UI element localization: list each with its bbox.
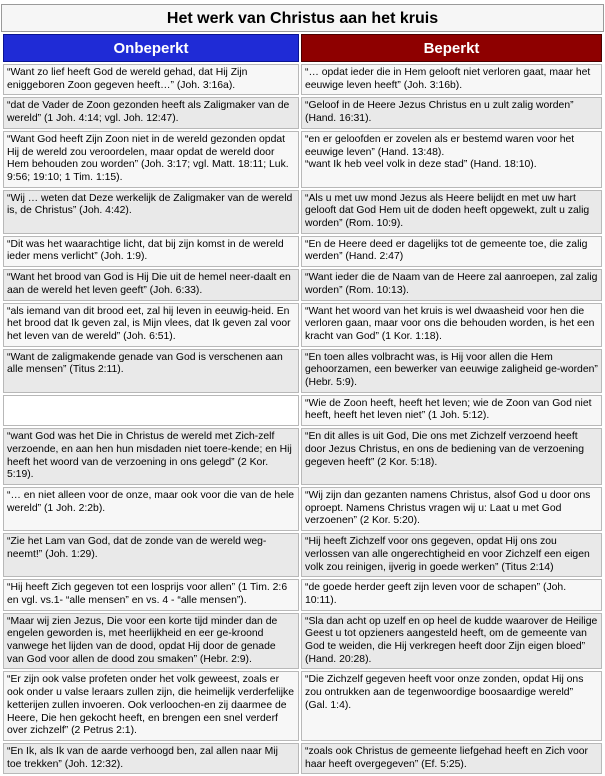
quote-limited-cell: “Want ieder die de Naam van de Heere zal aanroepen, zal zalig worden” (Rom. 10:13).: [301, 269, 602, 300]
quote-unlimited-cell: “Want God heeft Zijn Zoon niet in de wereld gezonden opdat Hij de wereld zou veroordelen, maar opdat de wereld door Hem behouden zou worden” (Joh. 3:17; vgl. Matt. 18:11; Luk. 9:56; 19:10; 1 Tim. 1:15).: [3, 131, 299, 188]
quote-unlimited-cell: “Zie het Lam van God, dat de zonde van de wereld weg-neemt!” (Joh. 1:29).: [3, 533, 299, 577]
quote-unlimited-cell: “… en niet alleen voor de onze, maar ook voor die van de hele wereld” (1 Joh. 2:2b).: [3, 487, 299, 531]
table-row: [3, 190, 602, 234]
quote-limited-cell: “Geloof in de Heere Jezus Christus en u zult zalig worden” (Hand. 16:31).: [301, 97, 602, 128]
quote-limited-cell: “Wij zijn dan gezanten namens Christus, alsof God u door ons oproept. Namens Christus vragen wij u: Laat u met God verzoenen” (2 Kor. 5:20).: [301, 487, 602, 531]
quote-unlimited-cell: “Er zijn ook valse profeten onder het volk geweest, zoals er ook onder u valse leraars zullen zijn, die heimelijk verderfelijke ketterijen zullen invoeren. Ook verloochen-en zij daarmee de Heere, Die hen gekocht heeft, en brengen een snel verderf over zichzelf” (2 Petrus 2:1).: [3, 671, 299, 741]
quote-limited-cell: “Die Zichzelf gegeven heeft voor onze zonden, opdat Hij ons zou ontrukken aan de tegenwoordige boosaardige wereld” (Gal. 1:4).: [301, 671, 602, 741]
table-row: [3, 269, 602, 300]
table-row: [3, 487, 602, 531]
table-row: [3, 395, 602, 426]
table-row: [3, 743, 602, 774]
quote-limited-cell: “En dit alles is uit God, Die ons met Zichzelf verzoend heeft door Jezus Christus, en ons de bediening van de verzoening gegeven heeft” (2 Kor. 5:18).: [301, 428, 602, 485]
quote-limited-cell: “Sla dan acht op uzelf en op heel de kudde waarover de Heilige Geest u tot opzieners aangesteld heeft, om de gemeente van God te weiden, die Hij verkregen heeft door Zijn eigen bloed” (Hand. 20:28).: [301, 613, 602, 670]
quote-unlimited-cell: “Wij … weten dat Deze werkelijk de Zaligmaker van de wereld is, de Christus” (Joh. 4:42).: [3, 190, 299, 234]
table-row: [3, 97, 602, 128]
quote-limited-cell: “… opdat ieder die in Hem gelooft niet verloren gaat, maar het eeuwige leven heeft” (Joh. 3:16b).: [301, 64, 602, 95]
table-row: [3, 533, 602, 577]
quote-limited-cell: “En toen alles volbracht was, is Hij voor allen die Hem gehoorzamen, een bewerker van eeuwige zaligheid ge-worden” (Hebr. 5:9).: [301, 349, 602, 393]
quote-unlimited-cell: “En Ik, als Ik van de aarde verhoogd ben, zal allen naar Mij toe trekken” (Joh. 12:32).: [3, 743, 299, 774]
table-row: [3, 613, 602, 670]
quote-limited-cell: “Wie de Zoon heeft, heeft het leven; wie de Zoon van God niet heeft, heeft het leven niet” (1 Joh. 5:12).: [301, 395, 602, 426]
page-title: Het werk van Christus aan het kruis: [1, 4, 604, 32]
table-row: [3, 349, 602, 393]
table-row: [3, 428, 602, 485]
quote-limited-cell: “Hij heeft Zichzelf voor ons gegeven, opdat Hij ons zou verlossen van alle ongerechtigheid en voor Zichzelf een eigen volk zou reinigen, ijverig in goede werken” (Titus 2:14): [301, 533, 602, 577]
quote-limited-cell: “En de Heere deed er dagelijks tot de gemeente toe, die zalig werden” (Hand. 2:47): [301, 236, 602, 267]
table-row: [3, 236, 602, 267]
quote-limited-cell: “zoals ook Christus de gemeente liefgehad heeft en Zich voor haar heeft overgegeven” (Ef. 5:25).: [301, 743, 602, 774]
quote-unlimited-cell: “Dit was het waarachtige licht, dat bij zijn komst in de wereld ieder mens verlicht” (Joh. 1:9).: [3, 236, 299, 267]
column-header-unlimited: Onbeperkt: [3, 34, 299, 62]
quote-unlimited-cell: “Want de zaligmakende genade van God is verschenen aan alle mensen” (Titus 2:11).: [3, 349, 299, 393]
quote-unlimited-cell: “dat de Vader de Zoon gezonden heeft als Zaligmaker van de wereld” (1 Joh. 4:14; vgl. Joh. 12:47).: [3, 97, 299, 128]
quote-unlimited-cell: “Want zo lief heeft God de wereld gehad, dat Hij Zijn eniggeboren Zoon gegeven heeft…” (Joh. 3:16a).: [3, 64, 299, 95]
quote-unlimited-cell: [3, 395, 299, 426]
comparison-table: [1, 32, 604, 776]
table-row: [3, 303, 602, 347]
table-body: [3, 64, 602, 774]
quote-unlimited-cell: “als iemand van dit brood eet, zal hij leven in eeuwig-heid. En het brood dat Ik geven zal, is Mijn vlees, dat Ik geven zal voor het leven van de wereld” (Joh. 6:51).: [3, 303, 299, 347]
column-header-limited: Beperkt: [301, 34, 602, 62]
quote-limited-cell: “Als u met uw mond Jezus als Heere belijdt en met uw hart gelooft dat God Hem uit de doden heeft opgewekt, zult u zalig worden” (Rom. 10:9).: [301, 190, 602, 234]
quote-limited-cell: “de goede herder geeft zijn leven voor de schapen” (Joh. 10:11).: [301, 579, 602, 610]
quote-limited-cell: “en er geloofden er zovelen als er bestemd waren voor het eeuwige leven” (Hand. 13:48). “want Ik heb veel volk in deze stad” (Hand. 18:10).: [301, 131, 602, 188]
quote-limited-cell: “Want het woord van het kruis is wel dwaasheid voor hen die verloren gaan, maar voor ons die behouden worden, is het een kracht van God” (1 Kor. 1:18).: [301, 303, 602, 347]
quote-unlimited-cell: “Hij heeft Zich gegeven tot een losprijs voor allen” (1 Tim. 2:6 en vgl. vs.1- “alle mensen” en vs. 4 - “alle mensen”).: [3, 579, 299, 610]
header-row: [3, 34, 602, 62]
comparison-panel: [1, 4, 604, 776]
table-row: [3, 579, 602, 610]
quote-unlimited-cell: “Want het brood van God is Hij Die uit de hemel neer-daalt en aan de wereld het leven geeft” (Joh. 6:33).: [3, 269, 299, 300]
table-row: [3, 671, 602, 741]
table-row: [3, 131, 602, 188]
table-row: [3, 64, 602, 95]
quote-unlimited-cell: “Maar wij zien Jezus, Die voor een korte tijd minder dan de engelen geworden is, met heerlijkheid en eer ge-kroond vanwege het lijden van de dood, opdat Hij door de genade van God voor allen de dood zou smaken” (Hebr. 2:9).: [3, 613, 299, 670]
quote-unlimited-cell: “want God was het Die in Christus de wereld met Zich-zelf verzoende, en aan hen hun misdaden niet toere-kende; en Hij heeft het woord van de verzoening in ons gelegd” (2 Kor. 5:19).: [3, 428, 299, 485]
